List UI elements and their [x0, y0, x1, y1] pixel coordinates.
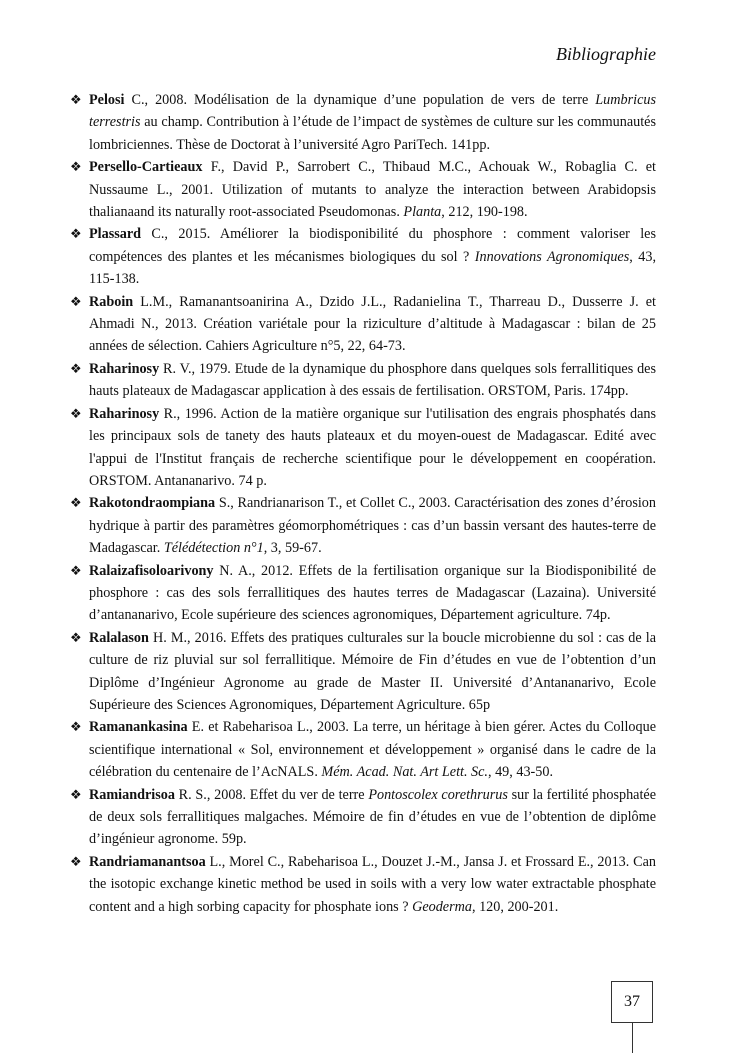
reference-italic-text: Pontoscolex corethrurus: [368, 786, 508, 803]
reference-text: sur la fertilité phosphatée de deux sols ferrallitiques malgaches. Mémoire de fin d’études en vue de l’obtention de diplôme d’ingénieur agronome. 59p.: [89, 786, 657, 848]
diamond-bullet-icon: ❖: [70, 786, 82, 802]
reference-entry: [70, 156, 656, 223]
reference-entry: [70, 784, 656, 851]
reference-text: N. A., 2012. Effets de la fertilisation organique sur la Biodisponibilité de phosphore : cas des sols ferrallitiques des hautes terres de Madagascar (Lazaina). Université d’antananarivo, Ecole supérieure des sciences agronomiques, Département agriculture. 74p.: [89, 562, 656, 624]
reference-author: Raboin: [89, 293, 134, 310]
diamond-bullet-icon: ❖: [70, 226, 82, 242]
diamond-bullet-icon: ❖: [70, 360, 82, 376]
reference-entry: [70, 403, 656, 493]
reference-italic-text: Télédétection n°1: [163, 540, 264, 557]
reference-text: R. V., 1979. Etude de la dynamique du phosphore dans quelques sols ferrallitiques des hauts plateaux de Madagascar application à des essais de fertilisation. ORSTOM, Paris. 174pp.: [89, 360, 656, 400]
page-number-connector-line: [632, 1023, 633, 1053]
reference-text: , 3, 59-67.: [263, 540, 322, 557]
reference-entry: [70, 223, 656, 290]
reference-author: Ramanankasina: [89, 719, 188, 736]
diamond-bullet-icon: ❖: [70, 293, 82, 309]
reference-entry: [70, 627, 656, 717]
diamond-bullet-icon: ❖: [70, 562, 82, 578]
page-number: 37: [624, 993, 640, 1010]
diamond-bullet-icon: ❖: [70, 629, 82, 645]
page-header-title: Bibliographie: [556, 44, 656, 64]
reference-entry: [70, 291, 656, 358]
reference-text: R., 1996. Action de la matière organique sur l'utilisation des engrais phosphatés dans les principaux sols de tanety des hauts plateaux et du moyen-ouest de Madagascar. Edité avec l'appui de l'Institut français de recherche scientifique pour le développement en coopération. ORSTOM. Antananarivo. 74 p.: [89, 405, 656, 489]
reference-text: F., David P., Sarrobert C., Thibaud M.C., Achouak W., Robaglia C. et Nussaume L., 2001. Utilization of mutants to analyze the interaction between Arabidopsis thalianaand its naturally root-associated Pseudomonas.: [89, 159, 656, 221]
reference-author: Plassard: [89, 226, 142, 243]
reference-author: Rakotondraompiana: [89, 495, 216, 512]
diamond-bullet-icon: ❖: [70, 853, 82, 869]
reference-italic-text: Innovations Agronomiques: [474, 248, 630, 265]
reference-text: L.M., Ramanantsoanirina A., Dzido J.L., Radanielina T., Tharreau D., Dusserre J. et Ahmadi N., 2013. Création variétale pour la riziculture d’altitude à Madagascar : bilan de 25 années de sélection. Cahiers Agriculture n°5, 22, 64-73.: [89, 293, 656, 355]
reference-text: S., Randrianarison T., et Collet C., 2003. Caractérisation des zones d’érosion hydrique à partir des paramètres géomorphométriques : cas d’un bassin versant des hautes-terre de Madagascar.: [89, 495, 656, 557]
diamond-bullet-icon: ❖: [70, 719, 82, 735]
reference-author: Raharinosy: [89, 360, 160, 377]
page-number-box: [611, 981, 653, 1023]
reference-italic-text: Lumbricus terrestris: [89, 92, 656, 131]
diamond-bullet-icon: ❖: [70, 405, 82, 421]
reference-text: L., Morel C., Rabeharisoa L., Douzet J.-M., Jansa J. et Frossard E., 2013. Can the isotopic exchange kinetic method be used in soils with a very low water extractable phosphate content and a high sorbing capacity for phosphate ions ?: [89, 853, 656, 915]
reference-text: C., 2015. Améliorer la biodisponibilité du phosphore : comment valoriser les compétences des plantes et les mécanismes biologiques du sol ?: [89, 226, 656, 265]
reference-text: , 120, 200-201.: [471, 898, 559, 915]
reference-text: E. et Rabeharisoa L., 2003. La terre, un héritage à bien gérer. Actes du Colloque scientifique international « Sol, environnement et développement » organisé dans le cadre de la célébration du centenaire de l’AcNALS.: [89, 719, 656, 781]
reference-author: Ralalason: [89, 629, 149, 646]
reference-text: H. M., 2016. Effets des pratiques culturales sur la boucle microbienne du sol : cas de la culture de riz pluvial sur sol ferrallitique. Mémoire de Fin d’études en vue de l’obtention d’un Diplôme d’Ingénieur Agronome au grade de Master II. Université d’Antananarivo, Ecole Supérieure des Sciences Agronomiques, Département Agriculture. 65p: [89, 629, 656, 713]
reference-author: Randriamanantsoa: [89, 853, 206, 870]
bibliography-list: [70, 89, 656, 918]
diamond-bullet-icon: ❖: [70, 495, 82, 511]
reference-author: Persello-Cartieaux: [89, 159, 203, 176]
reference-italic-text: Mém. Acad. Nat. Art Lett. Sc.: [321, 764, 488, 781]
reference-text: , 212, 190-198.: [441, 204, 528, 221]
reference-author: Pelosi: [89, 92, 125, 108]
reference-entry: [70, 358, 656, 403]
reference-entry: [70, 492, 656, 559]
reference-text: , 49, 43-50.: [487, 764, 554, 781]
diamond-bullet-icon: ❖: [70, 159, 82, 175]
reference-italic-text: Geoderma: [412, 898, 472, 915]
reference-author: Raharinosy: [89, 405, 160, 422]
reference-author: Ramiandrisoa: [89, 786, 175, 803]
diamond-bullet-icon: ❖: [70, 92, 82, 107]
reference-text: au champ. Contribution à l’étude de l’impact de systèmes de culture sur les communautés lombriciennes. Thèse de Doctorat à l’université Agro PariTech. 141pp.: [89, 114, 656, 153]
reference-text: R. S., 2008. Effet du ver de terre: [174, 786, 369, 803]
reference-entry: [70, 716, 656, 783]
reference-text: C., 2008. Modélisation de la dynamique d’une population de vers de terre: [124, 92, 596, 108]
reference-entry: [70, 89, 656, 156]
reference-entry: [70, 851, 656, 918]
reference-italic-text: Planta: [403, 204, 442, 221]
reference-text: , 43, 115-138.: [89, 248, 656, 288]
reference-author: Ralaizafisoloarivony: [89, 562, 214, 579]
reference-entry: [70, 560, 656, 627]
